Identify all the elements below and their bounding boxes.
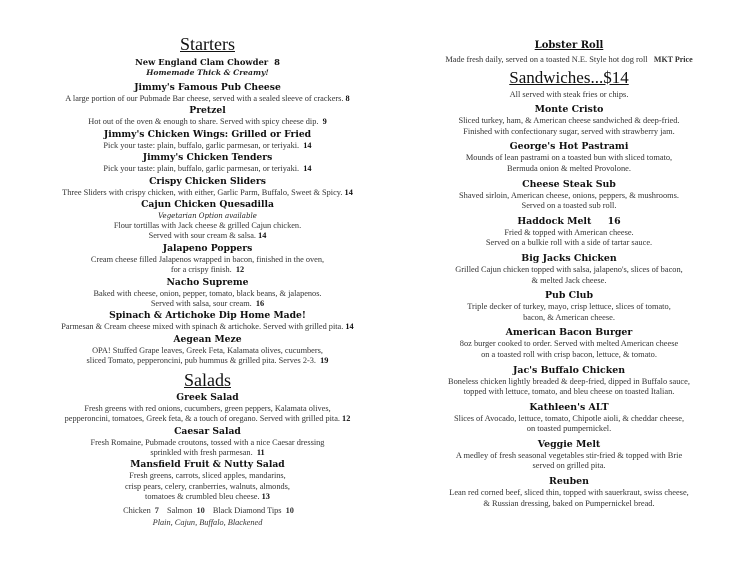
item-name: Pub Club xyxy=(544,290,594,302)
lobster-roll-line xyxy=(408,55,730,66)
item-desc: Parmesan & Cream cheese mixed with spinach & artichoke. Served with grilled pita. xyxy=(61,322,344,332)
menu-item-jalapeno-poppers xyxy=(30,243,385,276)
menu-item-kathleens-alt xyxy=(408,402,730,435)
item-desc: Cream cheese filled Jalapenos wrapped in bacon, finished in the oven, xyxy=(90,254,325,264)
addon-chicken: Chicken 7 xyxy=(123,505,159,515)
item-desc: Three Sliders with crispy chicken, with either, Garlic Parm, Buffalo, Sweet & Spicy. xyxy=(62,187,343,197)
item-desc: Shaved sirloin, American cheese, onions, peppers, & mushrooms. xyxy=(458,190,680,200)
item-price: 14 xyxy=(345,322,354,332)
item-price: 13 xyxy=(261,492,270,502)
item-name: New England Clam Chowder xyxy=(135,57,269,67)
item-name: Caesar Salad xyxy=(174,425,241,437)
item-price: 16 xyxy=(255,299,265,309)
lobster-roll-title: Lobster Roll xyxy=(534,40,604,51)
item-price: 14 xyxy=(303,140,312,150)
menu-item-quesadilla xyxy=(30,199,385,242)
item-price: 9 xyxy=(322,117,327,127)
item-desc-2: Bermuda onion & melted Provolone. xyxy=(507,163,631,173)
item-name: Nacho Supreme xyxy=(166,276,249,288)
left-column xyxy=(30,34,385,528)
addon-black-diamond-tips: Black Diamond Tips 10 xyxy=(212,505,294,515)
item-desc-2: sliced Tomato, pepperoncini, pub hummus & grilled pita. Serves 2-3. xyxy=(86,356,316,366)
item-desc-2: on toasted pumpernickel. xyxy=(526,424,612,434)
item-desc: Fresh greens with red onions, cucumbers, green peppers, Kalamata olives, xyxy=(84,403,331,413)
item-desc: Lean red corned beef, sliced thin, topped with sauerkraut, swiss cheese, xyxy=(449,488,689,498)
item-name: Reuben xyxy=(549,476,589,488)
item-desc-2: topped with lettuce, tomato, and bleu cheese on toasted Italian. xyxy=(463,387,675,397)
item-desc: A medley of fresh seasonal vegetables stir-fried & topped with Brie xyxy=(455,450,683,460)
item-desc-2: Finished with confectionary sugar, served with strawberry jam. xyxy=(463,126,675,136)
menu-item-sliders xyxy=(30,176,385,198)
item-desc-2: & melted Jack cheese. xyxy=(531,275,607,285)
item-price: 14 xyxy=(303,164,312,174)
item-name: Spinach & Artichoke Dip Home Made! xyxy=(109,310,306,322)
item-desc-2: & Russian dressing, baked on Pumpernickel bread. xyxy=(483,498,655,508)
item-desc-2: Served with salsa, sour cream. xyxy=(150,299,252,309)
item-desc: Grilled Cajun chicken topped with salsa, jalapeno's, slices of bacon, xyxy=(455,264,683,274)
item-desc: A large portion of our Pubmade Bar cheese, served with a sealed sleeve of crackers. xyxy=(65,94,344,103)
item-desc-2: crisp pears, celery, cranberries, walnuts, almonds, xyxy=(125,481,290,491)
salads-title: Salads xyxy=(184,369,231,390)
addon-styles: Plain, Cajun, Buffalo, Blackened xyxy=(152,517,263,527)
salad-addons xyxy=(30,506,385,516)
item-desc: Fresh Romaine, Pubmade croutons, tossed with a nice Caesar dressing xyxy=(90,437,325,447)
item-desc-2: Served with sour cream & salsa. xyxy=(148,231,256,241)
item-desc: Pick your taste: plain, buffalo, garlic parmesan, or teriyaki. xyxy=(103,140,300,150)
item-desc-2: pepperoncini, tomatoes, Greek feta, & a touch of oregano. Served with grilled pita. xyxy=(64,414,340,424)
menu-item-aegean-meze xyxy=(30,334,385,367)
item-desc: Boneless chicken lightly breaded & deep-fried, dipped in Buffalo sauce, xyxy=(448,376,690,386)
item-desc: Pick your taste: plain, buffalo, garlic parmesan, or teriyaki. xyxy=(103,164,300,174)
item-name: Pretzel xyxy=(189,105,226,117)
menu-item-spinach-dip xyxy=(30,310,385,332)
item-desc: Baked with cheese, onion, pepper, tomato, black beans, & jalapenos. xyxy=(93,288,322,298)
item-price: 12 xyxy=(235,265,245,275)
item-name: Jimmy's Chicken Wings: Grilled or Fried xyxy=(103,128,312,140)
sandwiches-title: Sandwiches...$14 xyxy=(509,67,629,87)
item-price: 14 xyxy=(344,187,353,197)
item-name: Greek Salad xyxy=(176,391,239,403)
menu-item-clam-chowder xyxy=(30,56,385,78)
item-name: Aegean Meze xyxy=(173,333,242,345)
menu-item-pub-cheese xyxy=(30,82,385,104)
menu-item-caesar-salad xyxy=(30,426,385,459)
item-desc-3: tomatoes & crumbled bleu cheese. xyxy=(145,492,260,502)
menu-item-pub-club xyxy=(408,290,730,323)
item-desc-2: on a toasted roll with crisp bacon, lettuce, & tomato. xyxy=(481,349,657,359)
item-name: Haddock Melt xyxy=(517,215,592,227)
item-desc: Mounds of lean pastrami on a toasted bun with sliced tomato, xyxy=(465,153,673,163)
menu-item-haddock-melt xyxy=(408,216,730,249)
item-name: Mansfield Fruit & Nutty Salad xyxy=(130,459,285,471)
addon-salmon: Salmon 10 xyxy=(167,505,205,515)
item-desc-2: served on grilled pita. xyxy=(532,461,606,471)
item-desc: Hot out of the oven & enough to share. Served with spicy cheese dip. xyxy=(88,117,319,127)
item-price: 11 xyxy=(256,447,265,457)
item-name: Veggie Melt xyxy=(537,438,601,450)
menu-item-pretzel xyxy=(30,105,385,127)
item-name: Jimmy's Famous Pub Cheese xyxy=(134,82,281,93)
item-name: Cheese Steak Sub xyxy=(522,178,616,190)
starters-title: Starters xyxy=(180,34,235,54)
lobster-roll-desc: Made fresh daily, served on a toasted N.E. Style hot dog roll xyxy=(445,55,648,64)
item-name: Big Jacks Chicken xyxy=(521,252,617,264)
item-desc-2: bacon, & American cheese. xyxy=(523,312,615,322)
menu-item-hot-pastrami xyxy=(408,141,730,174)
menu-item-tenders xyxy=(30,152,385,174)
item-desc: Fresh greens, carrots, sliced apples, mandarins, xyxy=(129,471,286,481)
sandwiches-subtitle: All served with steak fries or chips. xyxy=(509,89,629,99)
item-name: American Bacon Burger xyxy=(505,327,633,339)
item-desc: Triple decker of turkey, mayo, crisp lettuce, slices of tomato, xyxy=(467,302,671,312)
item-name: Jalapeno Poppers xyxy=(162,242,253,254)
item-name: Jimmy's Chicken Tenders xyxy=(142,152,273,164)
menu-item-fruit-nutty-salad xyxy=(30,459,385,502)
menu-item-buffalo-chicken xyxy=(408,365,730,398)
menu-item-cheese-steak-sub xyxy=(408,179,730,212)
menu-item-monte-cristo xyxy=(408,104,730,137)
item-name: Crispy Chicken Sliders xyxy=(149,175,266,187)
item-name: Kathleen's ALT xyxy=(529,401,609,413)
item-name: George's Hot Pastrami xyxy=(509,141,629,153)
item-name: Cajun Chicken Quesadilla xyxy=(141,199,274,211)
item-desc-2: Served on a toasted sub roll. xyxy=(521,201,617,211)
item-desc: OPA! Stuffed Grape leaves, Greek Feta, Kalamata olives, cucumbers, xyxy=(92,345,323,355)
item-price: 12 xyxy=(342,414,351,424)
item-desc-2: for a crispy finish. xyxy=(170,265,232,275)
item-desc: Slices of Avocado, lettuce, tomato, Chipotle aioli, & cheddar cheese, xyxy=(453,413,685,423)
item-price: 8 xyxy=(345,94,350,103)
item-note: Vegetarian Option available xyxy=(158,212,257,221)
item-desc: Flour tortillas with Jack cheese & grilled Cajun chicken. xyxy=(113,221,302,231)
item-price: 19 xyxy=(320,356,329,366)
menu-item-nacho-supreme xyxy=(30,277,385,310)
right-column xyxy=(408,40,730,509)
item-name: Jac's Buffalo Chicken xyxy=(512,364,626,376)
item-name: Monte Cristo xyxy=(534,104,604,116)
item-price: 16 xyxy=(607,215,621,227)
menu-item-bacon-burger xyxy=(408,327,730,360)
item-desc: Homemade Thick & Creamy! xyxy=(146,68,269,77)
menu-item-wings xyxy=(30,129,385,151)
item-desc-2: sprinkled with fresh parmesan. xyxy=(150,447,253,457)
menu-item-big-jacks-chicken xyxy=(408,253,730,286)
menu-item-veggie-melt xyxy=(408,439,730,472)
item-desc: 8oz burger cooked to order. Served with melted American cheese xyxy=(459,339,679,349)
menu-item-greek-salad xyxy=(30,392,385,425)
menu-item-reuben xyxy=(408,476,730,509)
item-price: 14 xyxy=(258,231,267,241)
item-price: 8 xyxy=(274,57,280,67)
item-desc-2: Served on a bulkie roll with a side of tartar sauce. xyxy=(485,238,653,248)
item-desc: Fried & topped with American cheese. xyxy=(504,227,634,237)
item-desc: Sliced turkey, ham, & American cheese sandwiched & deep-fried. xyxy=(458,116,680,126)
lobster-roll-price: MKT Price xyxy=(653,55,693,64)
